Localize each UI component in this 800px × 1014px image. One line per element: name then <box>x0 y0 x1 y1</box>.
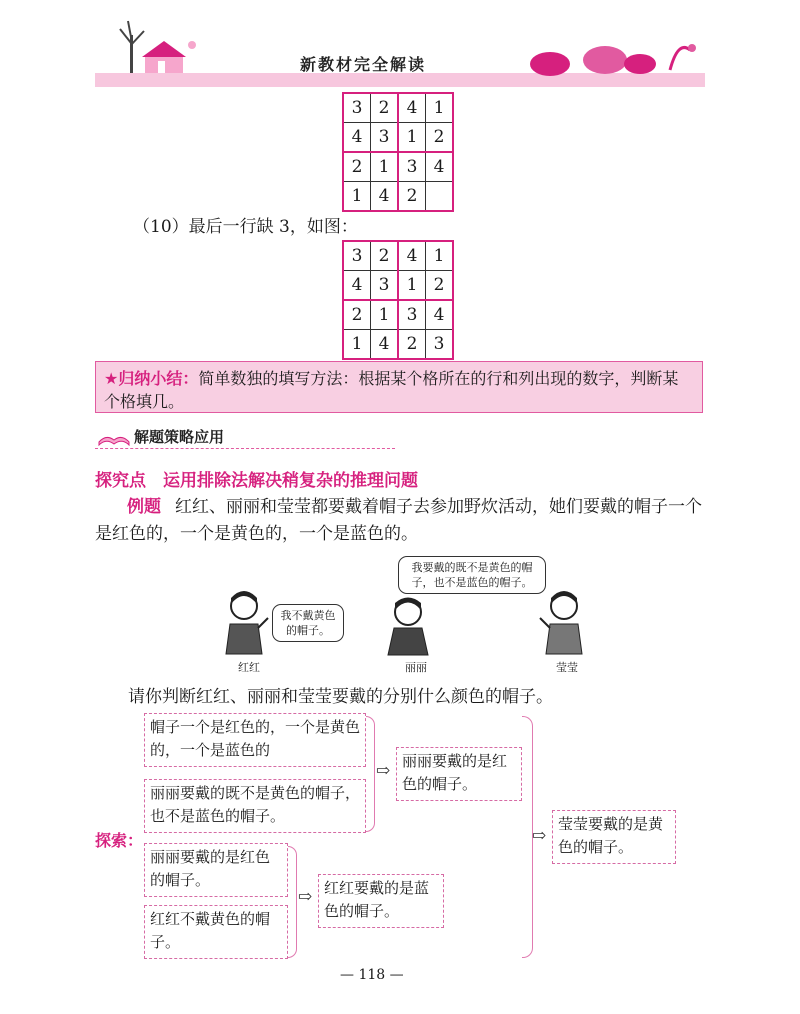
box-text: 丽丽要戴的是红色的帽子。 <box>150 848 271 889</box>
grid-cell: 4 <box>398 93 426 123</box>
topic-heading: 探究点 运用排除法解决稍复杂的推理问题 <box>95 471 418 491</box>
grid-cell: 3 <box>371 123 399 153</box>
grid-cell: 3 <box>343 241 371 271</box>
grid-cell: 1 <box>343 330 371 360</box>
grid-cell: 2 <box>343 152 371 182</box>
name-label-lili: 丽丽 <box>405 661 427 674</box>
grid-cell: 2 <box>371 241 399 271</box>
summary-text: 简单数独的填写方法：根据某个格所在的行和列出现的数字，判断某个格填几。 <box>104 369 679 411</box>
bubble-text: 我要戴的既不是黄色的帽子，也不是蓝色的帽子。 <box>411 561 533 589</box>
grid-cell: 1 <box>426 93 454 123</box>
name-label-honghong: 红红 <box>238 661 260 674</box>
girl-lili-figure <box>382 597 434 657</box>
grid-cell: 1 <box>398 123 426 153</box>
sudoku-grid-after <box>342 240 454 360</box>
grid-cell: 4 <box>398 241 426 271</box>
tree-house-decoration <box>100 15 210 75</box>
step-10-text: （10）最后一行缺 3，如图： <box>133 217 358 237</box>
grid-cell: 4 <box>343 123 371 153</box>
bracket <box>288 846 297 958</box>
box-text: 丽丽要戴的既不是黄色的帽子，也不是蓝色的帽子。 <box>150 784 361 825</box>
arrow-icon: ⇨ <box>298 887 313 907</box>
plants-decoration <box>520 30 700 78</box>
grid-cell: 4 <box>426 300 454 330</box>
grid-cell: 2 <box>343 300 371 330</box>
bubble-text: 我不戴黄色的帽子。 <box>280 609 336 637</box>
grid-cell: 2 <box>398 182 426 212</box>
girl-honghong-figure <box>218 590 270 656</box>
grid-cell: 4 <box>426 152 454 182</box>
bracket <box>366 716 375 832</box>
page-header-title: 新教材完全解读 <box>300 55 427 74</box>
question-text: 请你判断红红、丽丽和莹莹要戴的分别什么颜色的帽子。 <box>128 687 553 707</box>
grid-cell: 1 <box>371 152 399 182</box>
example-tag: 例题 <box>127 497 161 517</box>
arrow-icon: ⇨ <box>376 761 391 781</box>
box-text: 红红不戴黄色的帽子。 <box>150 910 271 951</box>
divider <box>95 448 395 449</box>
grid-cell: 2 <box>398 330 426 360</box>
name-label-yingying: 莹莹 <box>556 661 578 674</box>
sudoku-grid-before <box>342 92 454 212</box>
grid-cell: 2 <box>426 123 454 153</box>
arrow-icon: ⇨ <box>532 826 547 846</box>
grid-cell: 3 <box>426 330 454 360</box>
fact-box-lili-red <box>144 843 288 897</box>
grid-cell: 2 <box>426 271 454 301</box>
grid-cell: 3 <box>398 152 426 182</box>
result-box-honghong-blue <box>318 874 444 928</box>
fact-box-hat-colors <box>144 713 366 767</box>
grid-cell: 2 <box>371 93 399 123</box>
box-text: 莹莹要戴的是黄色的帽子。 <box>558 815 664 856</box>
grid-cell: 4 <box>371 330 399 360</box>
example-text: 红红、丽丽和莹莹都要戴着帽子去参加野炊活动，她们要戴的帽子一个是红色的，一个是黄色的，一个是蓝色的。 <box>95 497 702 544</box>
grid-cell: 3 <box>343 93 371 123</box>
box-text: 丽丽要戴的是红色的帽子。 <box>402 752 508 793</box>
summary-heading: ★归纳小结： <box>104 369 199 388</box>
girl-yingying-figure <box>536 590 588 656</box>
grid-cell: 4 <box>343 271 371 301</box>
grid-cell: 4 <box>371 182 399 212</box>
result-box-lili-red <box>396 747 522 801</box>
speech-bubble-lili <box>398 556 546 594</box>
speech-bubble-honghong <box>272 604 344 642</box>
example-paragraph <box>95 494 707 548</box>
page-number: — 118 — <box>340 967 404 983</box>
explore-label: 探索： <box>95 831 144 850</box>
grid-cell: 3 <box>398 300 426 330</box>
grid-cell: 1 <box>343 182 371 212</box>
fact-box-honghong-not-yellow <box>144 905 288 959</box>
summary-box <box>95 361 703 413</box>
fact-box-lili-not-yellow-blue <box>144 779 366 833</box>
open-book-icon <box>97 428 131 446</box>
grid-cell: 1 <box>426 241 454 271</box>
grid-cell: 1 <box>398 271 426 301</box>
box-text: 红红要戴的是蓝色的帽子。 <box>324 879 430 920</box>
grid-cell <box>426 182 454 212</box>
grid-cell: 1 <box>371 300 399 330</box>
strategy-title: 解题策略应用 <box>134 428 225 446</box>
box-text: 帽子一个是红色的，一个是黄色的，一个是蓝色的 <box>150 718 361 759</box>
grid-cell: 3 <box>371 271 399 301</box>
final-box-yingying-yellow <box>552 810 676 864</box>
